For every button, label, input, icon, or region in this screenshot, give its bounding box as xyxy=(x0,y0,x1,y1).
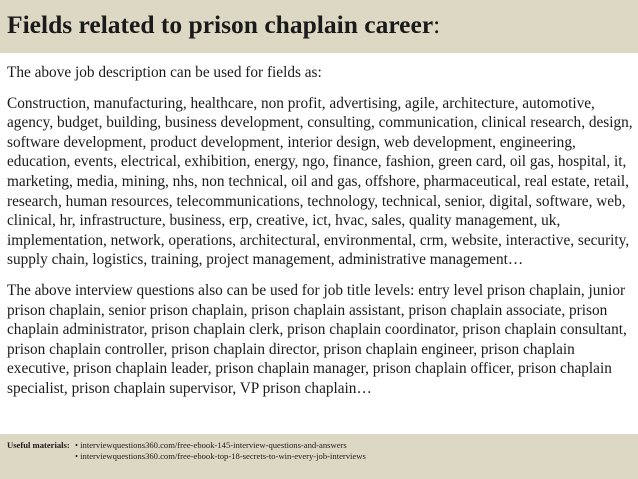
ebook-link-18-secrets[interactable]: • interviewquestions360.com/free-ebook-top-18-secrets-to-win-every-job-interviews xyxy=(75,450,366,461)
useful-materials-label: Useful materials: xyxy=(7,440,70,450)
ebook-link-145-questions[interactable]: • interviewquestions360.com/free-ebook-145-interview-questions-and-answers xyxy=(75,440,347,450)
page-title xyxy=(7,10,638,40)
content-body xyxy=(7,63,633,399)
page-title-text: Fields related to prison chaplain career xyxy=(7,10,434,39)
footer-bar xyxy=(0,434,638,479)
useful-materials-links xyxy=(75,440,366,461)
fields-paragraph: Construction, manufacturing, healthcare, non profit, advertising, agile, architecture, automotive, agency, budget, building, business development, consulting, communication, clinical research, design, software development, product development, interior design, web development, engineering, education, events, electrical, exhibition, energy, ngo, finance, fashion, green card, oil gas, hospital, it, marketing, media, mining, nhs, non technical, oil and gas, offshore, pharmaceutical, real estate, retail, research, human resources, telecommunications, technology, technical, senior, digital, software, web, clinical, hr, infrastructure, business, erp, creative, ict, hvac, sales, quality management, uk, implementation, network, operations, architectural, environmental, crm, website, interactive, security, supply chain, logistics, training, project management, administrative management… xyxy=(7,94,633,269)
job-titles-paragraph: The above interview questions also can be used for job title levels: entry level prison chaplain, junior prison chaplain, senior prison chaplain, prison chaplain assistant, prison chaplain associate, prison chaplain administrator, prison chaplain clerk, prison chaplain coordinator, prison chaplain consultant, prison chaplain controller, prison chaplain director, prison chaplain engineer, prison chaplain executive, prison chaplain leader, prison chaplain manager, prison chaplain officer, prison chaplain specialist, prison chaplain supervisor, VP prison chaplain… xyxy=(7,281,627,397)
title-bar xyxy=(0,0,638,53)
page-title-colon: : xyxy=(433,10,441,39)
intro-paragraph: The above job description can be used for fields as: xyxy=(7,64,322,81)
useful-materials xyxy=(7,440,638,461)
